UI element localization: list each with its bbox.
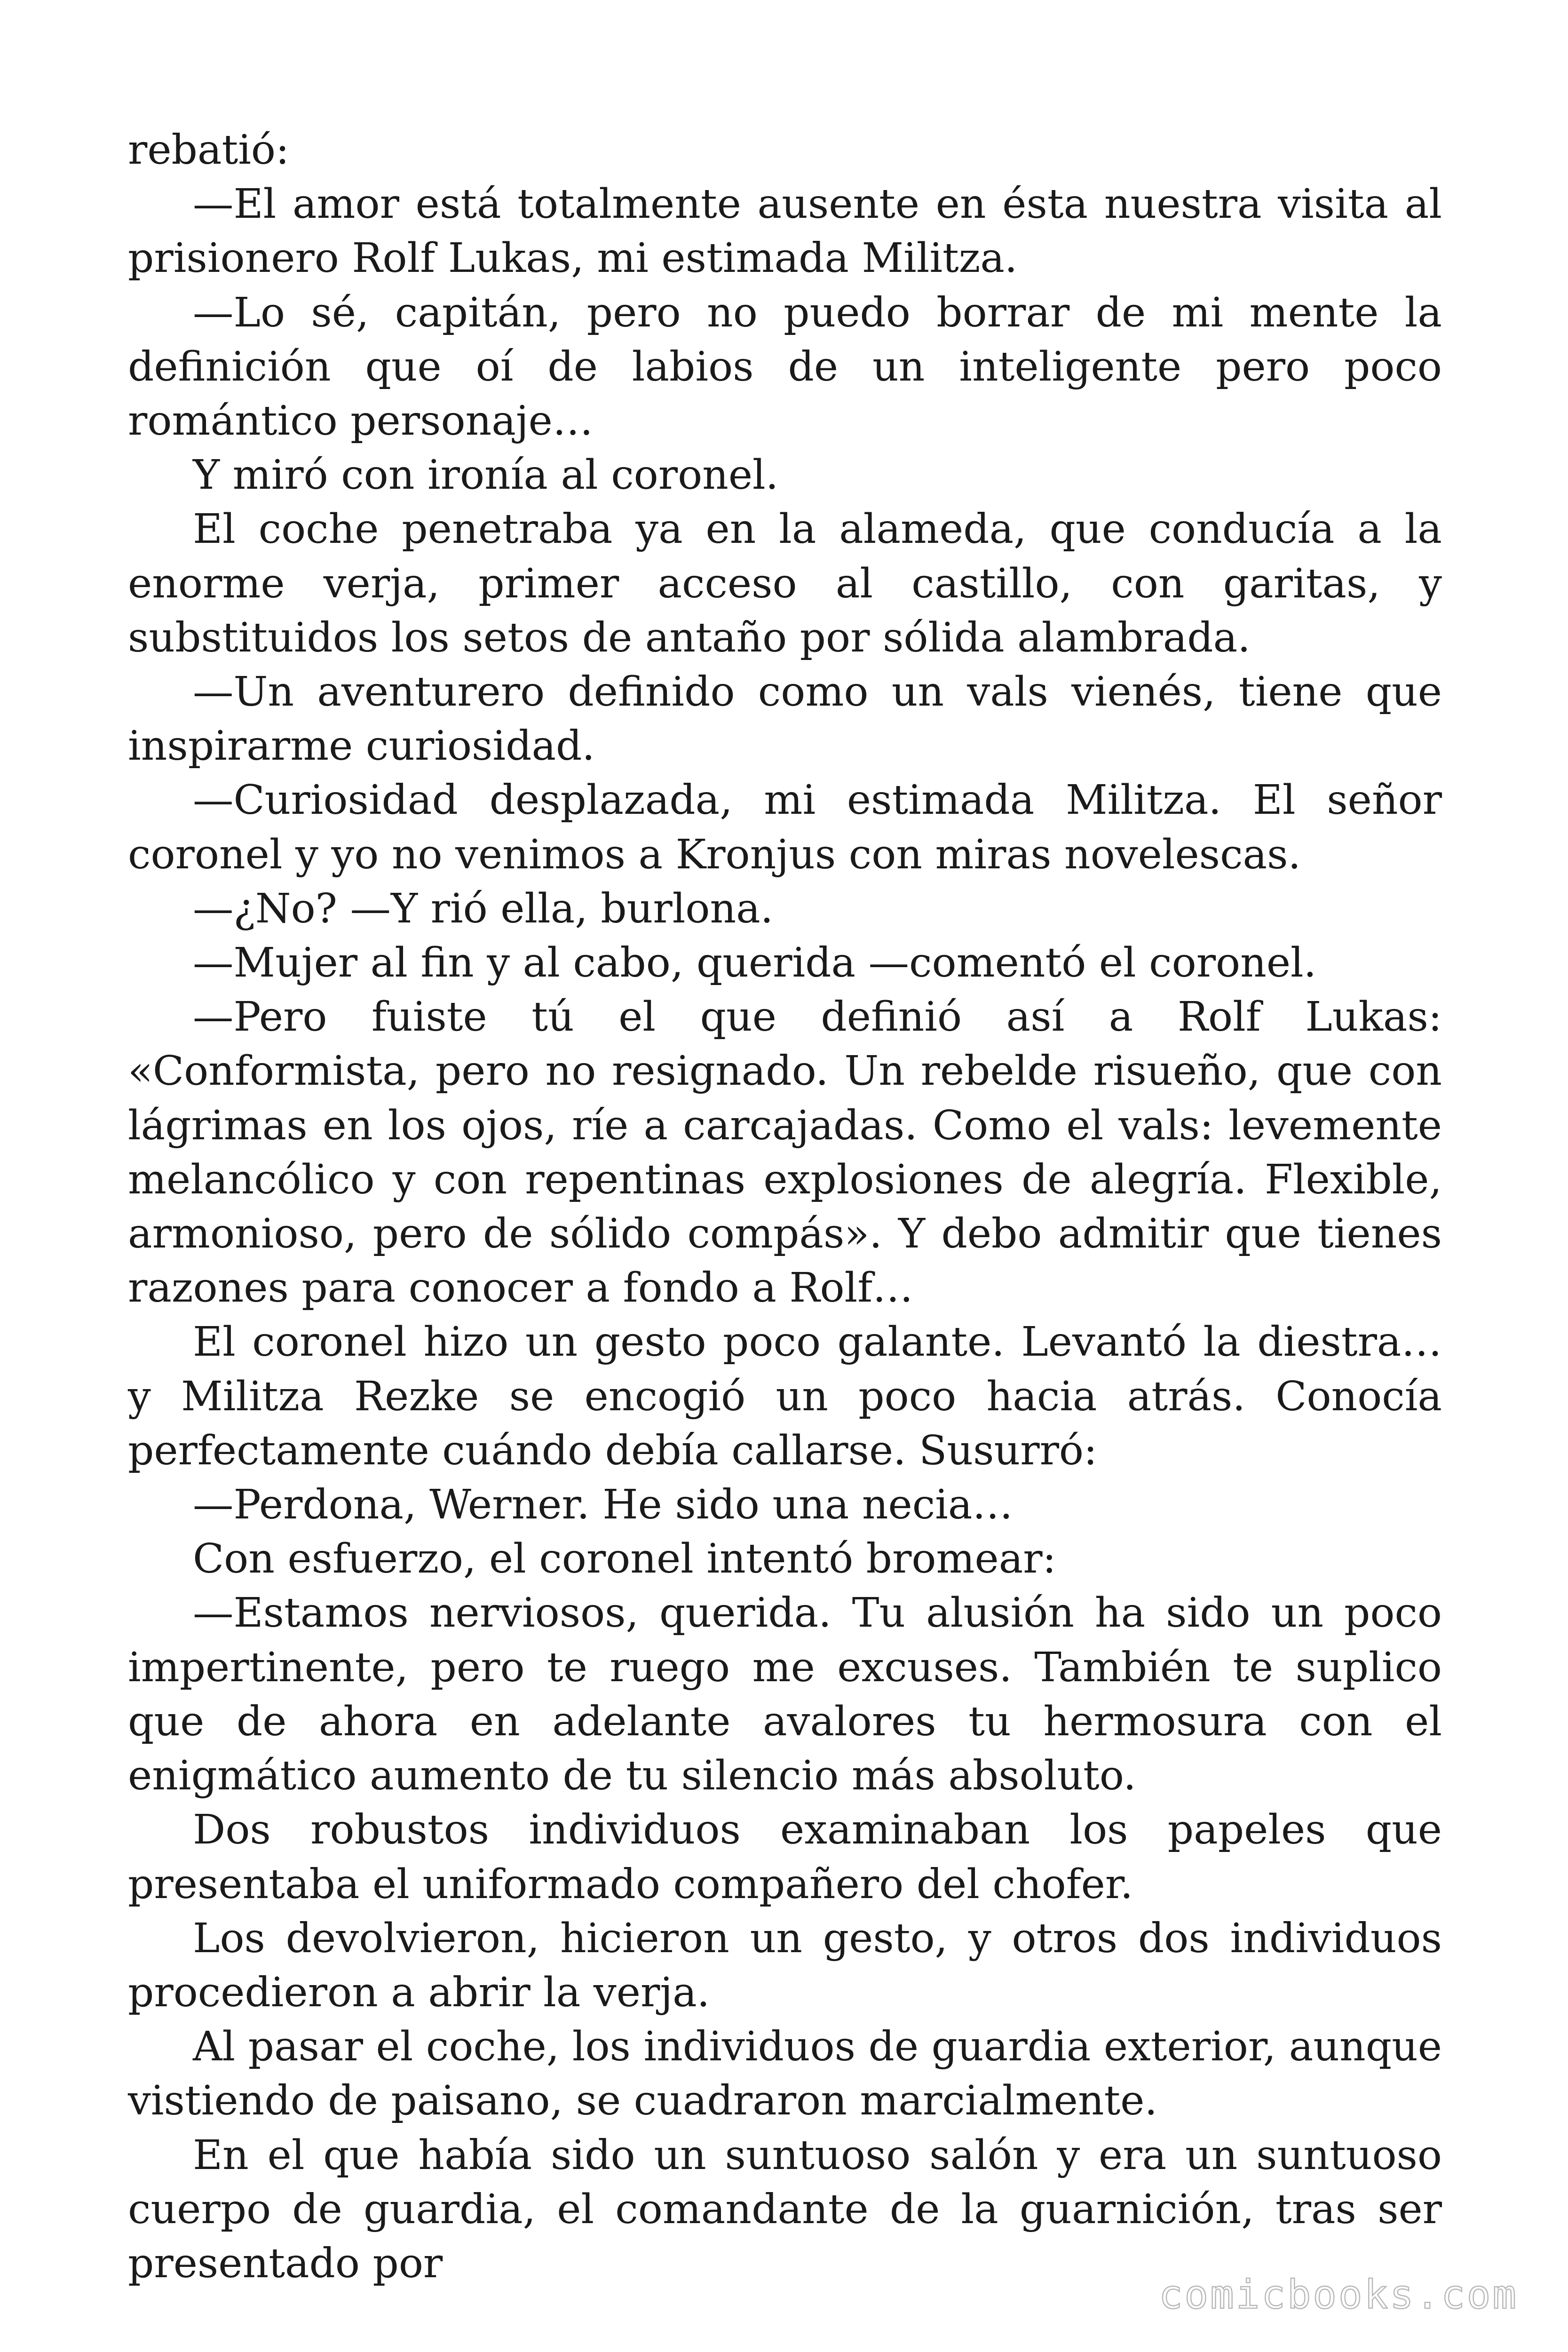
paragraph: —El amor está totalmente ausente en ésta nuestra visita al prisionero Rolf Lukas, mi estimada Militza.	[128, 181, 1442, 282]
paragraph: —Curiosidad desplazada, mi estimada Militza. El señor coronel y yo no venimos a Kronjus con miras novelescas.	[128, 777, 1442, 878]
watermark: comicbooks.com	[1158, 2272, 1518, 2318]
paragraph: —Un aventurero definido como un vals vienés, tiene que inspirarme curiosidad.	[128, 668, 1442, 770]
paragraph: —¿No? —Y rió ella, burlona.	[193, 885, 774, 932]
paragraph: Los devolvieron, hicieron un gesto, y otros dos individuos procedieron a abrir la verja.	[128, 1915, 1442, 2016]
paragraph: Dos robustos individuos examinaban los papeles que presentaba el uniformado compañero del chofer.	[128, 1806, 1442, 1908]
paragraph: Y miró con ironía al coronel.	[193, 452, 779, 499]
paragraph: —Perdona, Werner. He sido una necia…	[193, 1481, 1013, 1529]
paragraph: —Mujer al fin y al cabo, querida —comentó el coronel.	[193, 939, 1317, 987]
paragraph: En el que había sido un suntuoso salón y era un suntuoso cuerpo de guardia, el comandante de la guarnición, tras ser presentado por	[128, 2131, 1442, 2287]
paragraph: —Lo sé, capitán, pero no puedo borrar de mi mente la definición que oí de labios de un inteligente pero poco romántico personaje…	[128, 289, 1442, 445]
paragraph: Con esfuerzo, el coronel intentó bromear:	[193, 1535, 1056, 1583]
book-page	[128, 123, 1442, 2291]
paragraph: El coche penetraba ya en la alameda, que conducía a la enorme verja, primer acceso al castillo, con garitas, y substituidos los setos de antaño por sólida alambrada.	[128, 506, 1442, 661]
paragraph: rebatió:	[128, 127, 290, 174]
paragraph: Al pasar el coche, los individuos de guardia exterior, aunque vistiendo de paisano, se cuadraron marcialmente.	[128, 2023, 1442, 2125]
paragraph: —Estamos nerviosos, querida. Tu alusión ha sido un poco impertinente, pero te ruego me excuses. También te suplico que de ahora en adelante avalores tu hermosura con el enigmático aumento de tu silencio más absoluto.	[128, 1589, 1442, 1800]
paragraph: El coronel hizo un gesto poco galante. Levantó la diestra… y Militza Rezke se encogió un poco hacia atrás. Conocía perfectamente cuándo debía callarse. Susurró:	[128, 1319, 1442, 1474]
paragraph: —Pero fuiste tú el que definió así a Rolf Lukas: «Conformista, pero no resignado. Un rebelde risueño, que con lágrimas en los ojos, ríe a carcajadas. Como el vals: levemente melancólico y con repentinas explosiones de alegría. Flexible, armonioso, pero de sólido compás». Y debo admitir que tienes razones para conocer a fondo a Rolf…	[128, 993, 1442, 1312]
